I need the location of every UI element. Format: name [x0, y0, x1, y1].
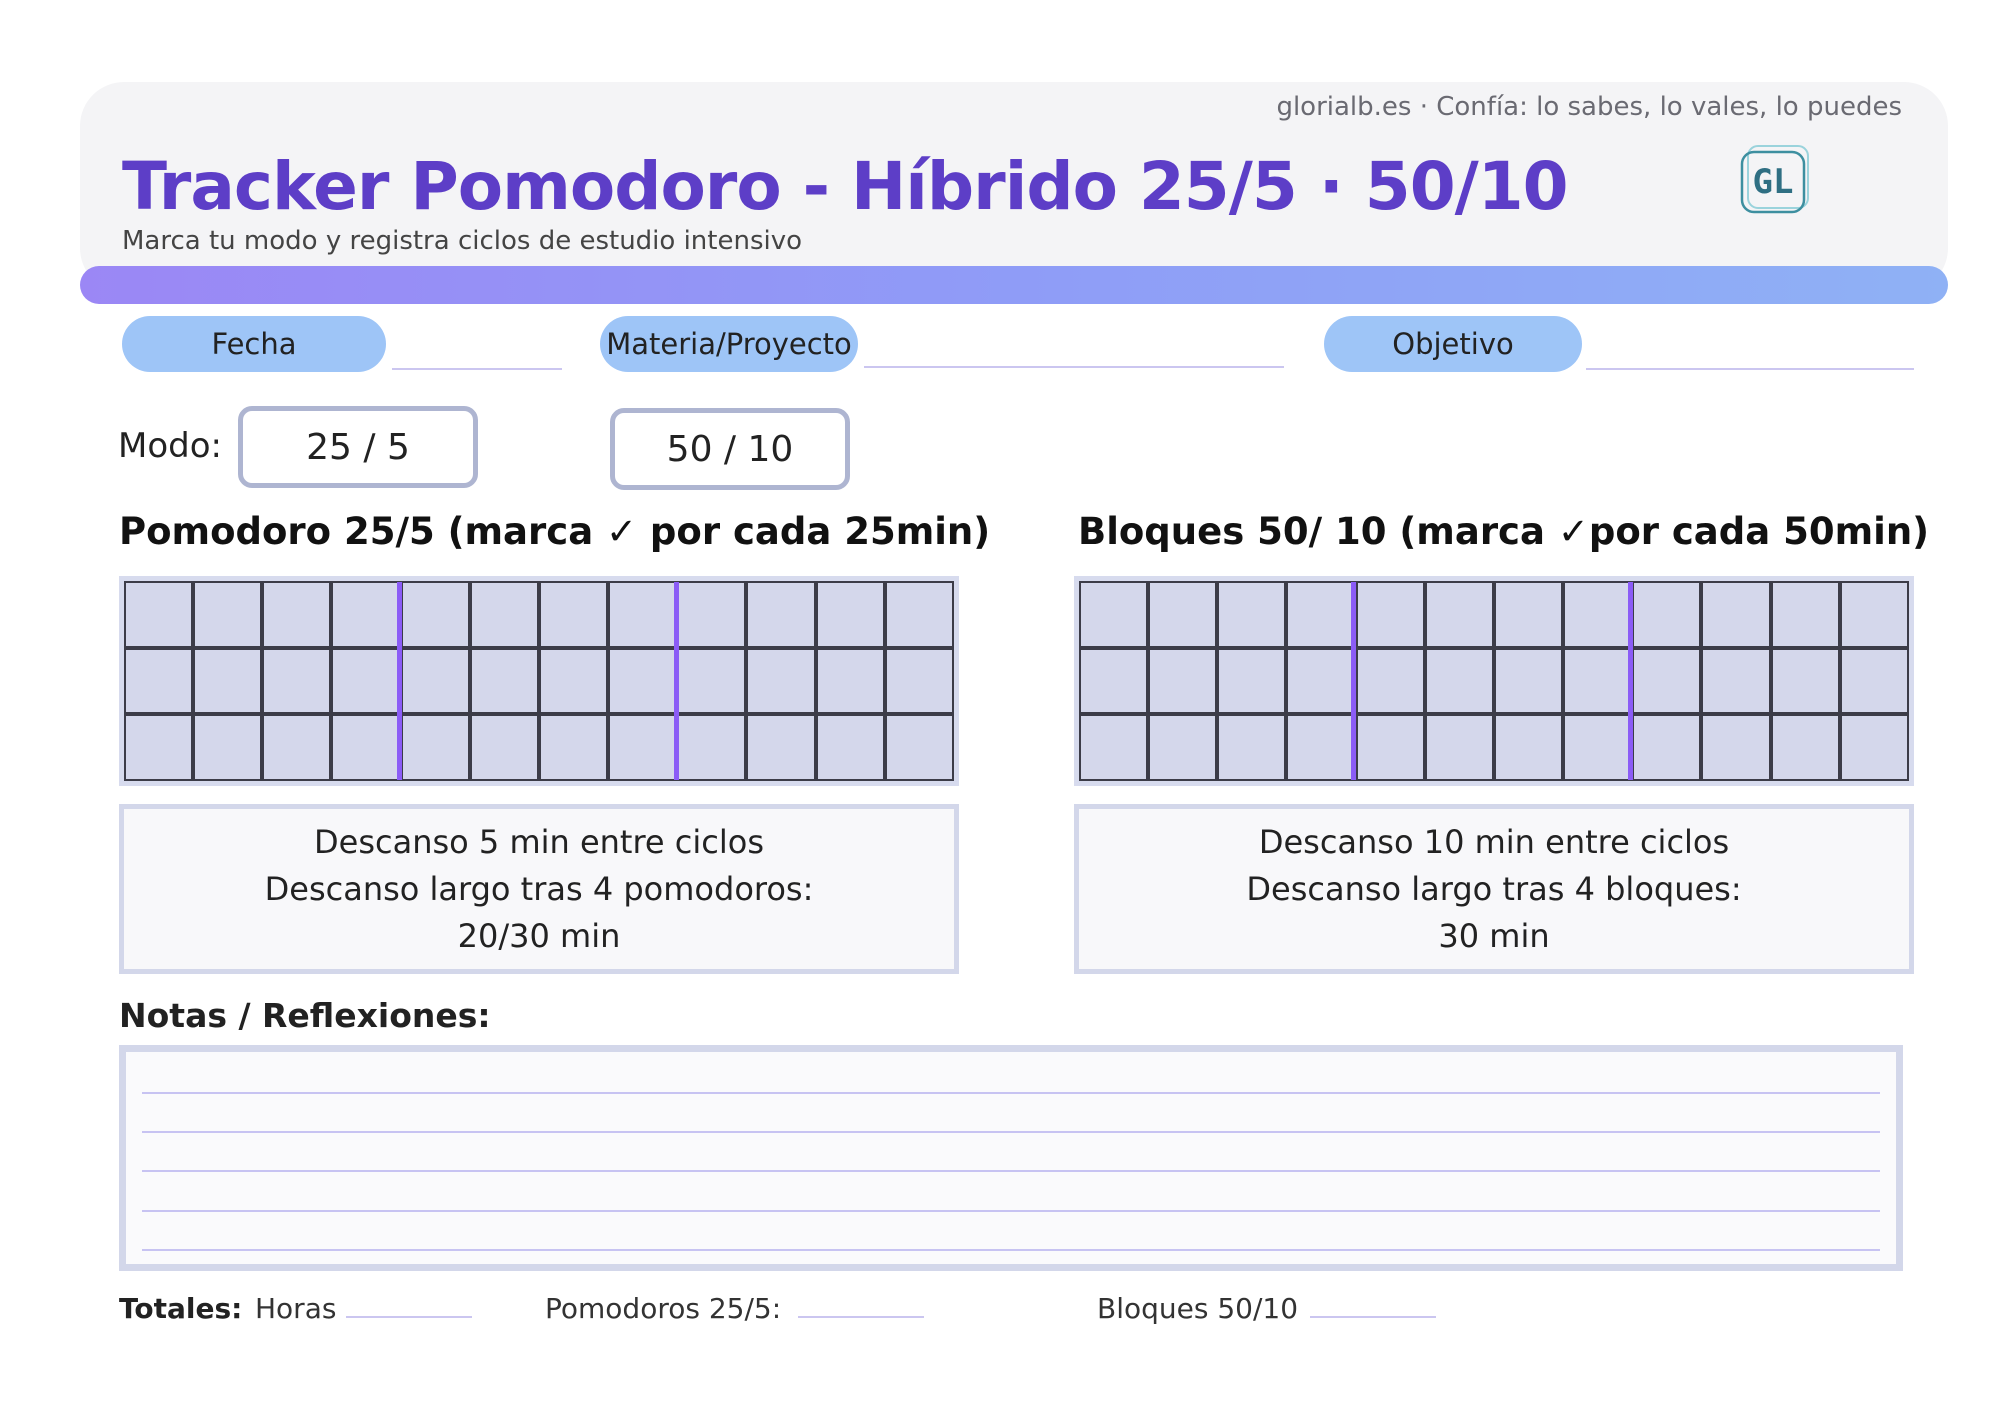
bloques-checkbox-cell[interactable]: [1494, 714, 1563, 781]
bloques-checkbox-cell[interactable]: [1356, 714, 1425, 781]
fecha-input-line[interactable]: [392, 368, 562, 370]
pomodoro-group-divider: [397, 582, 402, 780]
materia-label: Materia/Proyecto: [600, 316, 858, 372]
pomodoro-checkbox-cell[interactable]: [262, 714, 331, 781]
bloques-checkbox-cell[interactable]: [1632, 648, 1701, 715]
mode-label: Modo:: [118, 426, 222, 466]
bloques-checkbox-cell[interactable]: [1771, 648, 1840, 715]
fecha-label: Fecha: [122, 316, 386, 372]
bloques-checkbox-cell[interactable]: [1840, 714, 1909, 781]
bloques-checkbox-cell[interactable]: [1840, 648, 1909, 715]
pomodoro-checkbox-cell[interactable]: [401, 581, 470, 648]
objetivo-label: Objetivo: [1324, 316, 1582, 372]
bloques-group-divider: [1628, 582, 1633, 780]
bloques-checkbox-cell[interactable]: [1217, 581, 1286, 648]
pomodoro-checkbox-cell[interactable]: [608, 714, 677, 781]
gl-logo-icon: [1738, 144, 1814, 216]
pomodoro-checkbox-cell[interactable]: [539, 581, 608, 648]
pomodoro-checkbox-cell[interactable]: [885, 648, 954, 715]
bloques-checkbox-cell[interactable]: [1632, 714, 1701, 781]
bloques-section-title: Bloques 50/ 10 (marca ✓por cada 50min): [1078, 510, 1930, 553]
notes-line: [142, 1092, 1880, 1094]
pomodoro-section-title: Pomodoro 25/5 (marca ✓ por cada 25min): [119, 510, 991, 553]
bloques-checkbox-cell[interactable]: [1494, 648, 1563, 715]
bloques-checkbox-cell[interactable]: [1356, 581, 1425, 648]
bloques-checkbox-cell[interactable]: [1217, 648, 1286, 715]
pomodoro-checkbox-cell[interactable]: [124, 581, 193, 648]
bloques-checkbox-cell[interactable]: [1771, 714, 1840, 781]
page-title: Tracker Pomodoro - Híbrido 25/5 · 50/10: [122, 148, 1568, 225]
notes-line: [142, 1210, 1880, 1212]
pomodoro-checkbox-cell[interactable]: [262, 581, 331, 648]
bloques-grid: [1074, 576, 1914, 786]
pomodoro-info-line: Descanso largo tras 4 pomodoros:: [264, 869, 814, 908]
bloques-checkbox-cell[interactable]: [1286, 581, 1355, 648]
bloques-group-divider: [1351, 582, 1356, 780]
bloques-checkbox-cell[interactable]: [1217, 714, 1286, 781]
pomodoro-checkbox-cell[interactable]: [539, 648, 608, 715]
totals-label: Totales:: [119, 1292, 243, 1325]
page-subtitle: Marca tu modo y registra ciclos de estudio intensivo: [122, 226, 803, 256]
header-accent-bar: [80, 266, 1948, 304]
pomodoro-group-divider: [674, 582, 679, 780]
bloques-checkbox-cell[interactable]: [1286, 714, 1355, 781]
bloques-info-line: Descanso largo tras 4 bloques:: [1246, 869, 1742, 908]
pomodoro-checkbox-cell[interactable]: [539, 714, 608, 781]
totals-bloques-label: Bloques 50/10: [1097, 1292, 1299, 1325]
notes-line: [142, 1249, 1880, 1251]
bloques-checkbox-cell[interactable]: [1563, 648, 1632, 715]
bloques-checkbox-cell[interactable]: [1079, 648, 1148, 715]
pomodoro-checkbox-cell[interactable]: [193, 581, 262, 648]
bloques-checkbox-cell[interactable]: [1356, 648, 1425, 715]
pomodoro-checkbox-cell[interactable]: [677, 714, 746, 781]
pomodoro-grid: [119, 576, 959, 786]
pomodoro-checkbox-cell[interactable]: [262, 648, 331, 715]
totals-pomodoros-input-line[interactable]: [798, 1316, 924, 1318]
pomodoro-checkbox-cell[interactable]: [746, 581, 815, 648]
pomodoro-checkbox-cell[interactable]: [193, 648, 262, 715]
bloques-checkbox-cell[interactable]: [1632, 581, 1701, 648]
objetivo-input-line[interactable]: [1586, 368, 1914, 370]
pomodoro-checkbox-cell[interactable]: [331, 648, 400, 715]
mode-50-10-button[interactable]: 50 / 10: [610, 408, 850, 490]
pomodoro-info-line: Descanso 5 min entre ciclos: [314, 822, 764, 861]
totals-horas-label: Horas: [255, 1292, 337, 1325]
pomodoro-checkbox-cell[interactable]: [746, 648, 815, 715]
mode-25-5-button[interactable]: 25 / 5: [238, 406, 478, 488]
pomodoro-checkbox-cell[interactable]: [124, 648, 193, 715]
bloques-checkbox-cell[interactable]: [1425, 581, 1494, 648]
pomodoro-checkbox-cell[interactable]: [470, 581, 539, 648]
pomodoro-checkbox-cell[interactable]: [331, 714, 400, 781]
pomodoro-checkbox-cell[interactable]: [331, 581, 400, 648]
pomodoro-checkbox-cell[interactable]: [816, 648, 885, 715]
notes-title: Notas / Reflexiones:: [119, 996, 491, 1035]
pomodoro-checkbox-cell[interactable]: [193, 714, 262, 781]
pomodoro-checkbox-cell[interactable]: [746, 714, 815, 781]
bloques-checkbox-cell[interactable]: [1771, 581, 1840, 648]
pomodoro-info-box: [119, 804, 959, 974]
bloques-info-box: [1074, 804, 1914, 974]
pomodoro-checkbox-cell[interactable]: [470, 648, 539, 715]
bloques-info-line: 30 min: [1438, 916, 1550, 955]
pomodoro-checkbox-cell[interactable]: [608, 581, 677, 648]
pomodoro-checkbox-cell[interactable]: [470, 714, 539, 781]
pomodoro-checkbox-cell[interactable]: [124, 714, 193, 781]
bloques-checkbox-cell[interactable]: [1425, 714, 1494, 781]
bloques-checkbox-cell[interactable]: [1425, 648, 1494, 715]
pomodoro-checkbox-cell[interactable]: [677, 581, 746, 648]
bloques-checkbox-cell[interactable]: [1563, 581, 1632, 648]
bloques-info-line: Descanso 10 min entre ciclos: [1258, 822, 1730, 861]
bloques-checkbox-cell[interactable]: [1079, 581, 1148, 648]
notes-textarea[interactable]: [119, 1045, 1903, 1271]
totals-horas-input-line[interactable]: [346, 1316, 472, 1318]
pomodoro-info-line: 20/30 min: [457, 916, 621, 955]
notes-line: [142, 1131, 1880, 1133]
bloques-checkbox-cell[interactable]: [1701, 714, 1770, 781]
bloques-checkbox-cell[interactable]: [1701, 648, 1770, 715]
pomodoro-checkbox-cell[interactable]: [885, 581, 954, 648]
bloques-checkbox-cell[interactable]: [1286, 648, 1355, 715]
totals-pomodoros-label: Pomodoros 25/5:: [545, 1292, 782, 1325]
bloques-checkbox-cell[interactable]: [1148, 648, 1217, 715]
bloques-checkbox-cell[interactable]: [1079, 714, 1148, 781]
pomodoro-checkbox-cell[interactable]: [677, 648, 746, 715]
bloques-checkbox-cell[interactable]: [1563, 714, 1632, 781]
logo-text: GL: [1752, 162, 1794, 202]
bloques-checkbox-cell[interactable]: [1840, 581, 1909, 648]
bloques-checkbox-cell[interactable]: [1148, 714, 1217, 781]
bloques-checkbox-cell[interactable]: [1148, 581, 1217, 648]
totals-bloques-input-line[interactable]: [1310, 1316, 1436, 1318]
pomodoro-checkbox-cell[interactable]: [401, 714, 470, 781]
materia-input-line[interactable]: [864, 366, 1284, 368]
pomodoro-checkbox-cell[interactable]: [885, 714, 954, 781]
notes-line: [142, 1170, 1880, 1172]
pomodoro-checkbox-cell[interactable]: [608, 648, 677, 715]
header-tagline: glorialb.es · Confía: lo sabes, lo vales, lo puedes: [1276, 92, 1902, 122]
pomodoro-checkbox-cell[interactable]: [816, 714, 885, 781]
bloques-checkbox-cell[interactable]: [1701, 581, 1770, 648]
pomodoro-checkbox-cell[interactable]: [401, 648, 470, 715]
bloques-checkbox-cell[interactable]: [1494, 581, 1563, 648]
pomodoro-checkbox-cell[interactable]: [816, 581, 885, 648]
